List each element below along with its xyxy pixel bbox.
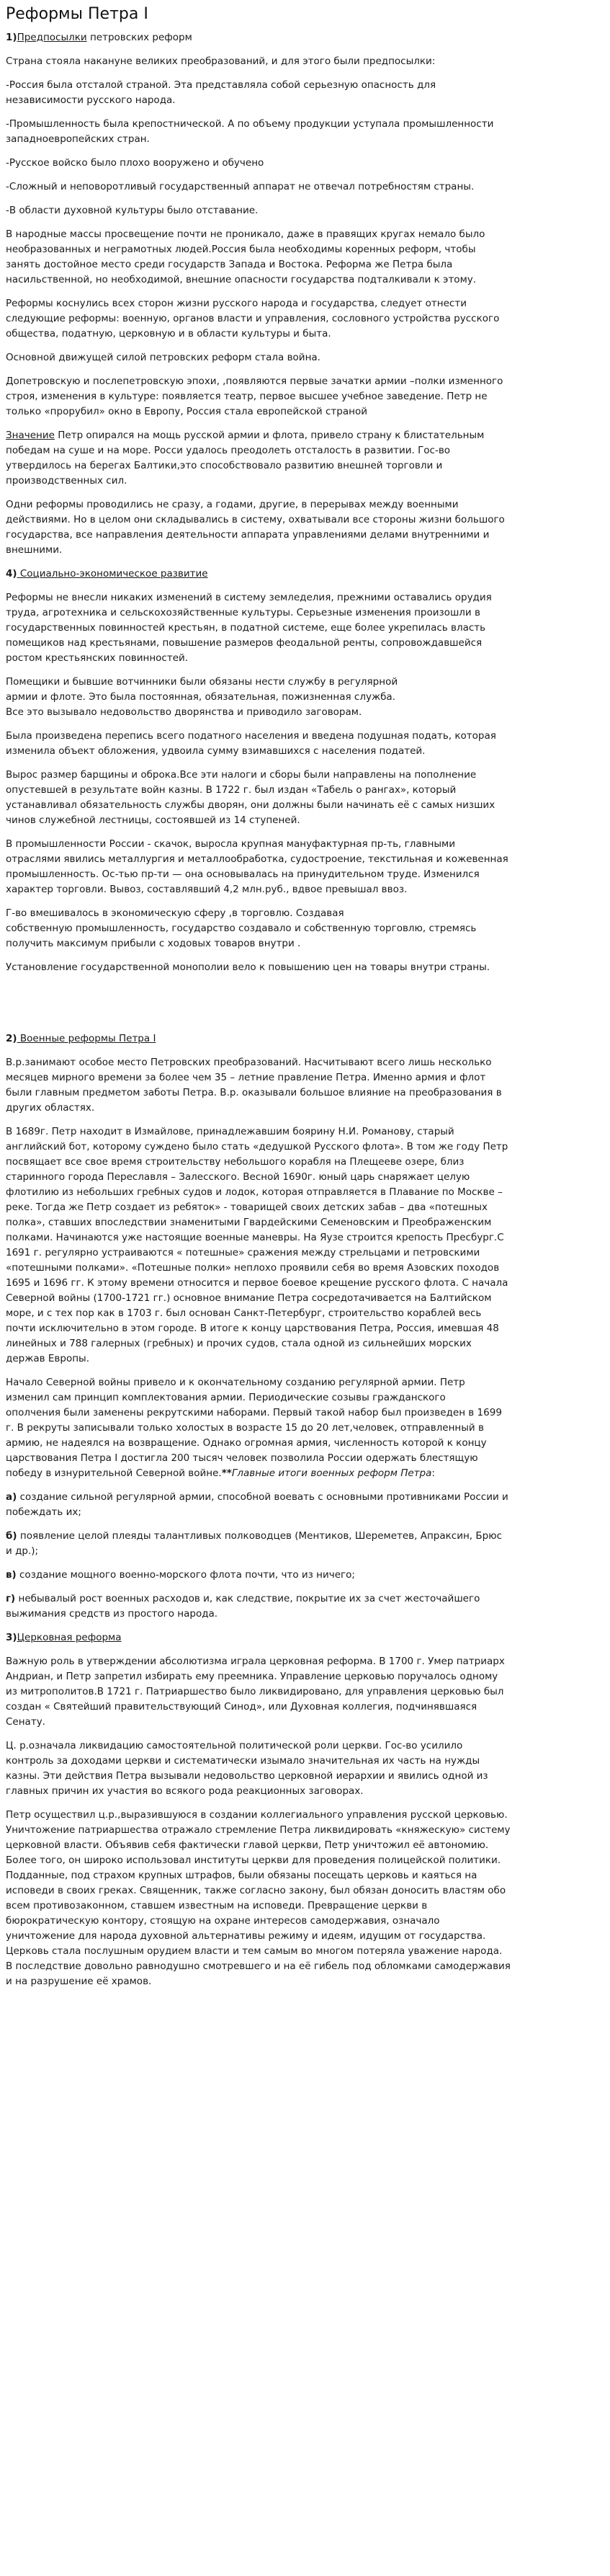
s4-paragraph-6: Установление государственной монополии вело к повышению цен на товары внутри страны. (6, 961, 490, 973)
s1-paragraph-4: -Сложный и неповоротливый государственный аппарат не отвечал потребностям страны. (6, 181, 475, 192)
s1-paragraph-8: Основной движущей силой петровских реформ стала война. (6, 352, 320, 363)
result-item-v-letter: в) (6, 1569, 17, 1581)
result-item-a (6, 1490, 603, 1520)
s2-paragraph-2 (6, 1375, 603, 1481)
s4-paragraph-0: Реформы не внесли никаких изменений в систему земледелия, прежними оставались орудия труда, агротехника и сельскохозяйственные культуры. Серьезные изменения произошли в государственных повинностей крестьян, в податной системе, еще более укрепилась власть помещиков над крестьянами, повышение размеров феодальной ренты, сопровождавшейся ростом крестьянских повинностей. (6, 592, 492, 664)
document-title: Реформы Петра I (6, 5, 148, 23)
results-heading: Главные итоги военных реформ Петра (231, 1467, 432, 1479)
section-4-link[interactable]: Социально-экономическое развитие (17, 568, 208, 579)
section-1-link[interactable]: Предпосылки (17, 32, 87, 43)
blank-gap (6, 984, 603, 1031)
result-item-a-text: создание сильной регулярной армии, способной воевать с основными противниками России и побеждать их; (6, 1491, 508, 1518)
s1-paragraph-1: -Россия была отсталой страной. Эта представляла собой серьезную опасность для независимости русского народа. (6, 79, 436, 106)
s1-closing-paragraph: Одни реформы проводились не сразу, а годами, другие, в перерывах между военными действиями. Но в целом они складывались в систему, охватывали все стороны жизни большого государства, все направления деятельности аппарата управлениями делами внутренними и внешними. (6, 499, 505, 556)
s1-paragraph-6: В народные массы просвещение почти не проникало, даже в правящих кругах немало было необразованных и неграмотных людей.Россия была необходимы коренных реформ, чтобы занять достойное место среди государств Запада и Востока. Реформа же Петра была насильственной, но необходимой, внешние опасности государства подталкивали к этому. (6, 228, 485, 285)
s3-paragraph-2: Петр осуществил ц.р.,выразившуюся в создании коллегиального управления русской церковью. Уничтожение патриаршества отражало стремление Петра ликвидировать «княжескую» систему церковной власти. Объявив себя фактически главой церкви, Петр уничтожил её автономию. Более того, он широко использовал институты церкви для проведения полицейской политики. Подданные, под страхом крупных штрафов, были обязаны посещать церковь и каяться на исповеди в своих греках. Священник, также согласно закону, был обязан доносить властям обо всем противозаконном, ставшем известным на исповеди. Превращение церкви в бюрократическую контору, стоящую на охране интересов самодержавия, означало уничтожение для народа духовной альтернативы режиму и идеям, идущим от государства. Церковь стала послушным орудием власти и тем самым во многом потеряла уважение народа. В последствие довольно равнодушно смотревшего и на её гибель под обломками самодержавия и на разрушение её храмов. (6, 1809, 511, 1987)
meaning-text: Петр опирался на мощь русской армии и флота, привело страну к блистательным победам на суше и на море. Росси удалось преодолеть отсталость в развитии. Гос-во утвердилось на берегах Балтики,это способствовало развитию внешней торговли и производственных сил. (6, 430, 485, 487)
result-item-a-letter: а) (6, 1491, 17, 1503)
s4-paragraph-2: Была произведена перепись всего податного населения и введена подушная подать, которая изменила объект обложения, удвоила сумму взимавшихся с населения податей. (6, 730, 496, 757)
result-item-b (6, 1529, 603, 1559)
result-item-b-text: появление целой плеяды талантливых полководцев (Ментиков, Шереметев, Апраксин, Брюс и др.); (6, 1530, 502, 1557)
section-4-heading (6, 567, 603, 582)
results-stars: ** (221, 1467, 232, 1479)
section-1-number: 1) (6, 32, 17, 43)
s1-paragraph-9: Допетровскую и послепетровскую эпохи, ,появляются первые зачатки армии –полки изменного строя, изменения в культуре: появляется театр, первое высшее учебное заведение. Петр не только «прорубил» окно в Европу, Россия стала европейской страной (6, 376, 503, 417)
s4-paragraph-3: Вырос размер барщины и оброка.Все эти налоги и сборы были направлены на пополнение опустевшей в результате войн казны. В 1722 г. был издан «Табель о рангах», который устанавливал обязательность службы дворян, они должны были начинать её с самых низших чинов служебной лестницы, состоявшей из 14 ступеней. (6, 769, 495, 826)
s3-paragraph-1: Ц. р.означала ликвидацию самостоятельной политической роли церкви. Гос-во усилило контроль за доходами церкви и систематически изымало значительная их часть на нужды казны. Эти действия Петра вызывали недовольство церковной иерархии и явились одной из главных причин их участия во всякого рода реакционных заговорах. (6, 1740, 488, 1797)
section-1-heading (6, 30, 603, 45)
s1-paragraph-5: -В области духовной культуры было отставание. (6, 205, 259, 216)
s2-paragraph-2-text: Начало Северной войны привело и к окончательному созданию регулярной армии. Петр изменил сам принцип комплектования армии. Периодические созывы гражданского ополчения были заменены рекрутскими наборами. Первый такой набор был произведен в 1699 г. В рекруты записывали только холостых в возрасте 15 до 20 лет,человек, отправленный в армию, не надеялся на возвращение. Однако огромная армия, численность которой к концу царствования Петра I достигла 200 тысяч человек позволила России одержать блестящую победу в изнурительной Северной войне. (6, 1377, 502, 1479)
result-item-v (6, 1568, 603, 1583)
result-item-v-text: создание мощного военно-морского флота почти, что из ничего; (16, 1569, 355, 1581)
s4-paragraph-4: В промышленности России - скачок, выросла крупная мануфактурная пр-ть, главными отраслями явились металлургия и металлообработка, судостроение, текстильная и кожевенная промышленность. Ос-тью пр-ти — она основывалась на принудительном труде. Изменился характер торговли. Вывоз, составлявший 4,2 млн.руб., вдвое превышал ввоз. (6, 838, 508, 895)
section-3-number: 3) (6, 1632, 17, 1643)
section-2-number: 2) (6, 1033, 17, 1044)
s4-paragraph-1: Помещики и бывшие вотчинники были обязаны нести службу в регулярной армии и флоте. Это была постоянная, обязательная, пожизненная служба. Все это вызывало недовольство дворянства и приводило заговорам. (6, 676, 398, 718)
s1-paragraph-0: Страна стояла накануне великих преобразований, и для этого были предпосылки: (6, 55, 436, 67)
meaning-link[interactable]: Значение (6, 430, 55, 441)
section-3-link[interactable]: Церковная реформа (17, 1632, 122, 1643)
section-2-link[interactable]: Военные реформы Петра I (17, 1033, 156, 1044)
result-item-b-letter: б) (6, 1530, 17, 1542)
s2-paragraph-0: В.р.занимают особое место Петровских преобразований. Насчитывают всего лишь несколько месяцев мирного времени за более чем 35 – летние правление Петра. Именно армия и флот были главным предметом заботы Петра. В.р. оказывали большое влияние на преобразования в других областях. (6, 1057, 502, 1114)
s2-paragraph-1: В 1689г. Петр находит в Измайлове, принадлежавшим боярину Н.И. Романову, старый английский бот, которому суждено было стать «дедушкой Русского флота». В том же году Петр посвящает все свое время строительству небольшого корабля на Плещееве озере, близ старинного города Переславля – Залесского. Весной 1690г. юный царь снаряжает целую флотилию из небольших гребных судов и лодок, которая отправляется в Плавание по Москве – реке. Тогда же Петр создает из ребяток» - товарищей своих детских забав – два «потешных полка», ставших впоследствии знаменитыми Гвардейскими Семеновским и Преображенским полками. Начинаются уже настоящие военные маневры. На Яузе строится крепость Пресбург.С 1691 г. регулярно устраиваются « потешные» сражения между стрельцами и петровскими «потешными полками». «Потешные полки» неплохо проявили себя во время Азовских походов 1695 и 1696 гг. К этому времени относится и первое боевое крещение русского флота. С начала Северной войны (1700-1721 гг.) основное внимание Петра сосредотачивается на Балтийском море, и с тех пор как в 1703 г. был основан Санкт-Петербург, строительство кораблей весь почти исключительно в этом городе. В итоге к концу царствования Петра, Россия, имевшая 48 линейных и 788 галерных (гребных) и прочих судов, стала одной из сильнейших морских держав Европы. (6, 1126, 508, 1364)
result-item-g-letter: г) (6, 1593, 16, 1604)
section-2-heading (6, 1031, 603, 1047)
result-item-g-text: небывалый рост военных расходов и, как следствие, покрытие их за счет жесточайшего выжимания средств из простого народа. (6, 1593, 480, 1620)
section-1-heading-rest: петровских реформ (86, 32, 192, 43)
s1-paragraph-3: -Русское войско было плохо вооружено и обучено (6, 157, 264, 169)
s1-paragraph-7: Реформы коснулись всех сторон жизни русского народа и государства, следует отнести следующие реформы: военную, органов власти и управления, сословного устройства русского общества, податную, церковную и в области культуры и быта. (6, 298, 500, 339)
results-colon: : (431, 1467, 435, 1479)
section-3-heading (6, 1630, 603, 1645)
result-item-g (6, 1591, 603, 1622)
s1-paragraph-2: -Промышленность была крепостнической. А по объему продукции уступала промышленности западноевропейских стран. (6, 118, 494, 145)
s4-paragraph-5: Г-во вмешивалось в экономическую сферу ,в торговлю. Создавая собственную промышленность, государство создавало и собственную торговлю, стремясь получить максимум прибыли с ходовых товаров внутри . (6, 907, 477, 949)
s3-paragraph-0: Важную роль в утверждении абсолютизма играла церковная реформа. В 1700 г. Умер патриарх Андриан, и Петр запретил избирать ему преемника. Управление церковью поручалось одному из митрополитов.В 1721 г. Патриаршество было ликвидировано, для управления церковью был создан « Святейший правительствующий Синод», или Духовная коллегия, подчинявшаяся Сенату. (6, 1656, 505, 1728)
section-4-number: 4) (6, 568, 17, 579)
s1-meaning-paragraph (6, 428, 603, 489)
